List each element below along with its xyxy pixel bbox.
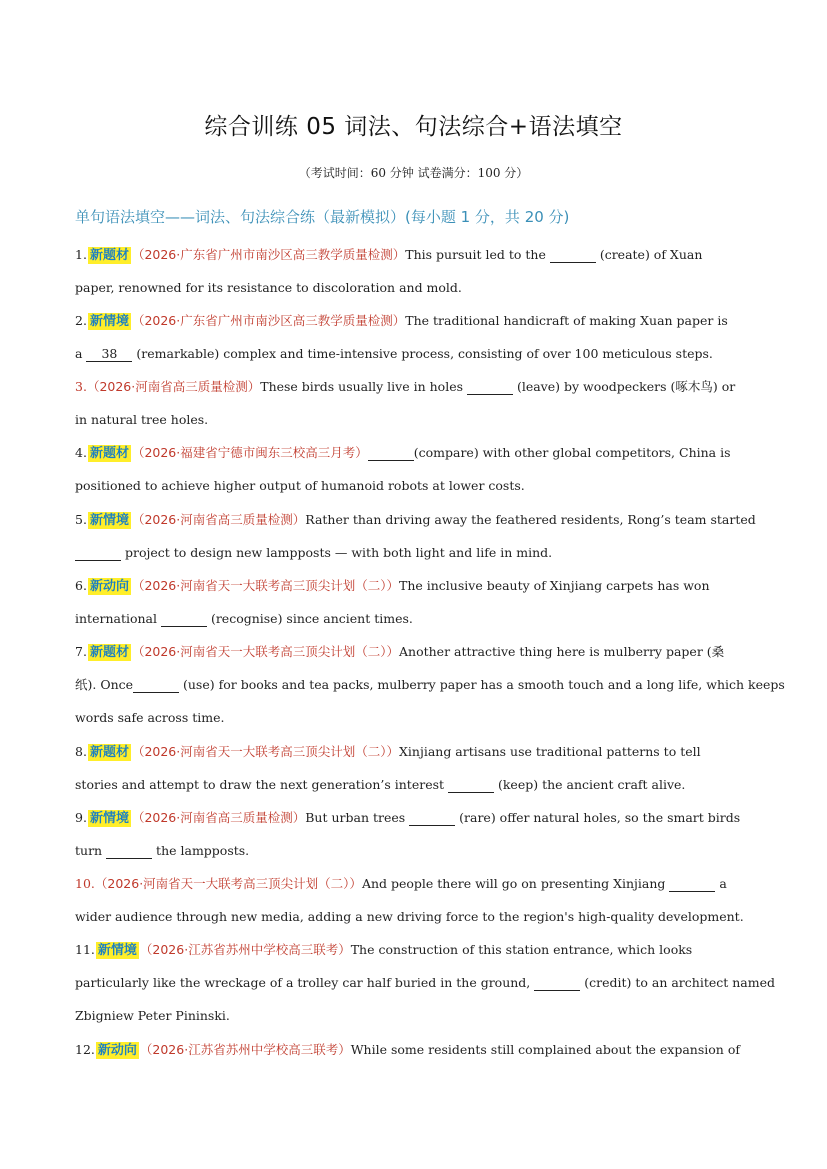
question-text: While some residents still complained about the expansion of bbox=[350, 1042, 740, 1057]
question-text: The construction of this station entrance, which looks bbox=[350, 942, 693, 957]
question-text: (create) of Xuan bbox=[595, 247, 703, 262]
question-text: a bbox=[75, 346, 87, 361]
question-source: （2026·河南省高三质量检测） bbox=[86, 379, 261, 394]
question-number: 11. bbox=[75, 942, 95, 957]
question-tag: 新情境 bbox=[89, 513, 129, 528]
question-source: （2026·河南省天一大联考高三顶尖计划（二）） bbox=[94, 876, 362, 891]
question-text: stories and attempt to draw the next generation’s interest bbox=[75, 777, 448, 792]
question-line bbox=[75, 337, 755, 370]
answer-blank[interactable] bbox=[368, 446, 414, 461]
question-line bbox=[75, 701, 755, 734]
question-text: wider audience through new media, adding a new driving force to the region's high-quality development. bbox=[75, 909, 744, 924]
question-line bbox=[75, 469, 755, 502]
answer-blank[interactable] bbox=[550, 248, 596, 263]
question-source: （2026·河南省天一大联考高三顶尖计划（二）） bbox=[131, 578, 399, 593]
question-line bbox=[75, 370, 755, 403]
question-item bbox=[75, 801, 755, 867]
question-item bbox=[75, 569, 755, 635]
question-item bbox=[75, 735, 755, 801]
question-line bbox=[75, 834, 755, 867]
question-text: international bbox=[75, 611, 161, 626]
question-text: These birds usually live in holes bbox=[260, 379, 467, 394]
answer-blank[interactable] bbox=[75, 546, 121, 561]
question-source: （2026·江苏省苏州中学校高三联考） bbox=[139, 1042, 351, 1057]
question-text: turn bbox=[75, 843, 107, 858]
question-line bbox=[75, 900, 755, 933]
question-item bbox=[75, 436, 755, 502]
question-number: 10. bbox=[75, 876, 95, 891]
question-text: (compare) with other global competitors, China is bbox=[413, 445, 731, 460]
question-line bbox=[75, 801, 755, 834]
question-item bbox=[75, 503, 755, 569]
question-number: 12. bbox=[75, 1042, 95, 1057]
question-item bbox=[75, 1033, 755, 1066]
question-tag: 新情境 bbox=[97, 943, 137, 958]
question-number: 3. bbox=[75, 379, 87, 394]
answer-blank[interactable] bbox=[409, 811, 455, 826]
question-source: （2026·广东省广州市南沙区高三教学质量检测） bbox=[131, 247, 406, 262]
question-text: Xinjiang artisans use traditional patterns to tell bbox=[399, 744, 701, 759]
answer-blank[interactable] bbox=[669, 877, 715, 892]
question-item bbox=[75, 933, 775, 1032]
question-line bbox=[75, 503, 755, 536]
page-title: 综合训练 05 词法、句法综合+语法填空 bbox=[204, 114, 623, 140]
answer-blank[interactable]: 38 bbox=[86, 347, 132, 362]
answer-blank[interactable] bbox=[534, 976, 580, 991]
question-line bbox=[75, 768, 755, 801]
question-source: （2026·河南省高三质量检测） bbox=[131, 512, 306, 527]
question-item bbox=[75, 238, 755, 304]
question-source: （2026·河南省高三质量检测） bbox=[131, 810, 306, 825]
answer-blank[interactable] bbox=[161, 612, 207, 627]
question-text: (use) for books and tea packs, mulberry paper has a smooth touch and a long life, which keeps bbox=[179, 677, 785, 692]
question-text: Rather than driving away the feathered residents, Rong’s team started bbox=[305, 512, 756, 527]
question-number: 2. bbox=[75, 313, 87, 328]
question-line bbox=[75, 966, 775, 999]
question-text: 纸). Once bbox=[75, 677, 134, 692]
question-text: in natural tree holes. bbox=[75, 412, 209, 427]
question-text: Another attractive thing here is mulberry paper (桑 bbox=[399, 644, 725, 659]
question-tag: 新动向 bbox=[97, 1043, 137, 1058]
question-item bbox=[75, 867, 755, 933]
answer-blank[interactable] bbox=[448, 778, 494, 793]
question-text: particularly like the wreckage of a trolley car half buried in the ground, bbox=[75, 975, 535, 990]
question-line bbox=[75, 271, 755, 304]
question-tag: 新题材 bbox=[89, 645, 129, 660]
question-text: (credit) to an architect named bbox=[580, 975, 775, 990]
question-line bbox=[75, 867, 755, 900]
question-source: （2026·河南省天一大联考高三顶尖计划（二）） bbox=[131, 744, 399, 759]
question-tag: 新题材 bbox=[89, 446, 129, 461]
question-text: (recognise) since ancient times. bbox=[206, 611, 413, 626]
question-text: And people there will go on presenting Xinjiang bbox=[361, 876, 670, 891]
section-heading: 单句语法填空——词法、句法综合练（最新模拟）(每小题 1 分，共 20 分) bbox=[75, 208, 570, 226]
question-line bbox=[75, 238, 755, 271]
question-text: a bbox=[715, 876, 727, 891]
question-line bbox=[75, 536, 755, 569]
question-number: 1. bbox=[75, 247, 87, 262]
answer-blank[interactable] bbox=[133, 678, 179, 693]
question-line bbox=[75, 569, 755, 602]
question-item bbox=[75, 370, 755, 436]
question-line bbox=[75, 735, 755, 768]
question-text: The inclusive beauty of Xinjiang carpets has won bbox=[399, 578, 710, 593]
question-text: the lampposts. bbox=[152, 843, 250, 858]
question-text: paper, renowned for its resistance to discoloration and mold. bbox=[75, 280, 462, 295]
question-text: The traditional handicraft of making Xuan paper is bbox=[405, 313, 728, 328]
question-line bbox=[75, 668, 785, 701]
question-source: （2026·河南省天一大联考高三顶尖计划（二）） bbox=[131, 644, 399, 659]
question-line bbox=[75, 933, 755, 966]
question-text: Zbigniew Peter Pininski. bbox=[75, 1008, 230, 1023]
question-line bbox=[75, 436, 755, 469]
question-source: （2026·广东省广州市南沙区高三教学质量检测） bbox=[131, 313, 406, 328]
answer-blank[interactable] bbox=[106, 844, 152, 859]
question-number: 7. bbox=[75, 644, 87, 659]
question-item bbox=[75, 304, 755, 370]
question-number: 9. bbox=[75, 810, 87, 825]
question-line bbox=[75, 403, 755, 436]
question-source: （2026·福建省宁德市闽东三校高三月考） bbox=[131, 445, 368, 460]
question-text: But urban trees bbox=[305, 810, 410, 825]
question-line bbox=[75, 304, 755, 337]
question-text: (remarkable) complex and time-intensive process, consisting of over 100 meticulous steps. bbox=[132, 346, 713, 361]
question-item bbox=[75, 635, 785, 734]
question-number: 4. bbox=[75, 445, 87, 460]
question-tag: 新情境 bbox=[89, 811, 129, 826]
question-line bbox=[75, 602, 755, 635]
question-number: 5. bbox=[75, 512, 87, 527]
question-text: project to design new lampposts — with both light and life in mind. bbox=[121, 545, 553, 560]
question-text: (keep) the ancient craft alive. bbox=[494, 777, 686, 792]
question-line bbox=[75, 635, 755, 668]
question-number: 8. bbox=[75, 744, 87, 759]
answer-blank[interactable] bbox=[467, 380, 513, 395]
question-text: positioned to achieve higher output of humanoid robots at lower costs. bbox=[75, 478, 525, 493]
question-text: (leave) by woodpeckers (啄木鸟) or bbox=[512, 379, 736, 394]
question-text: words safe across time. bbox=[75, 710, 225, 725]
question-tag: 新题材 bbox=[89, 248, 129, 263]
question-source: （2026·江苏省苏州中学校高三联考） bbox=[139, 942, 351, 957]
question-tag: 新情境 bbox=[89, 314, 129, 329]
question-tag: 新题材 bbox=[89, 745, 129, 760]
question-line bbox=[75, 999, 755, 1032]
question-text: (rare) offer natural holes, so the smart birds bbox=[455, 810, 741, 825]
exam-info: （考试时间：60 分钟 试卷满分：100 分） bbox=[298, 166, 529, 180]
question-tag: 新动向 bbox=[89, 579, 129, 594]
question-number: 6. bbox=[75, 578, 87, 593]
question-line bbox=[75, 1033, 755, 1066]
question-text: This pursuit led to the bbox=[405, 247, 550, 262]
